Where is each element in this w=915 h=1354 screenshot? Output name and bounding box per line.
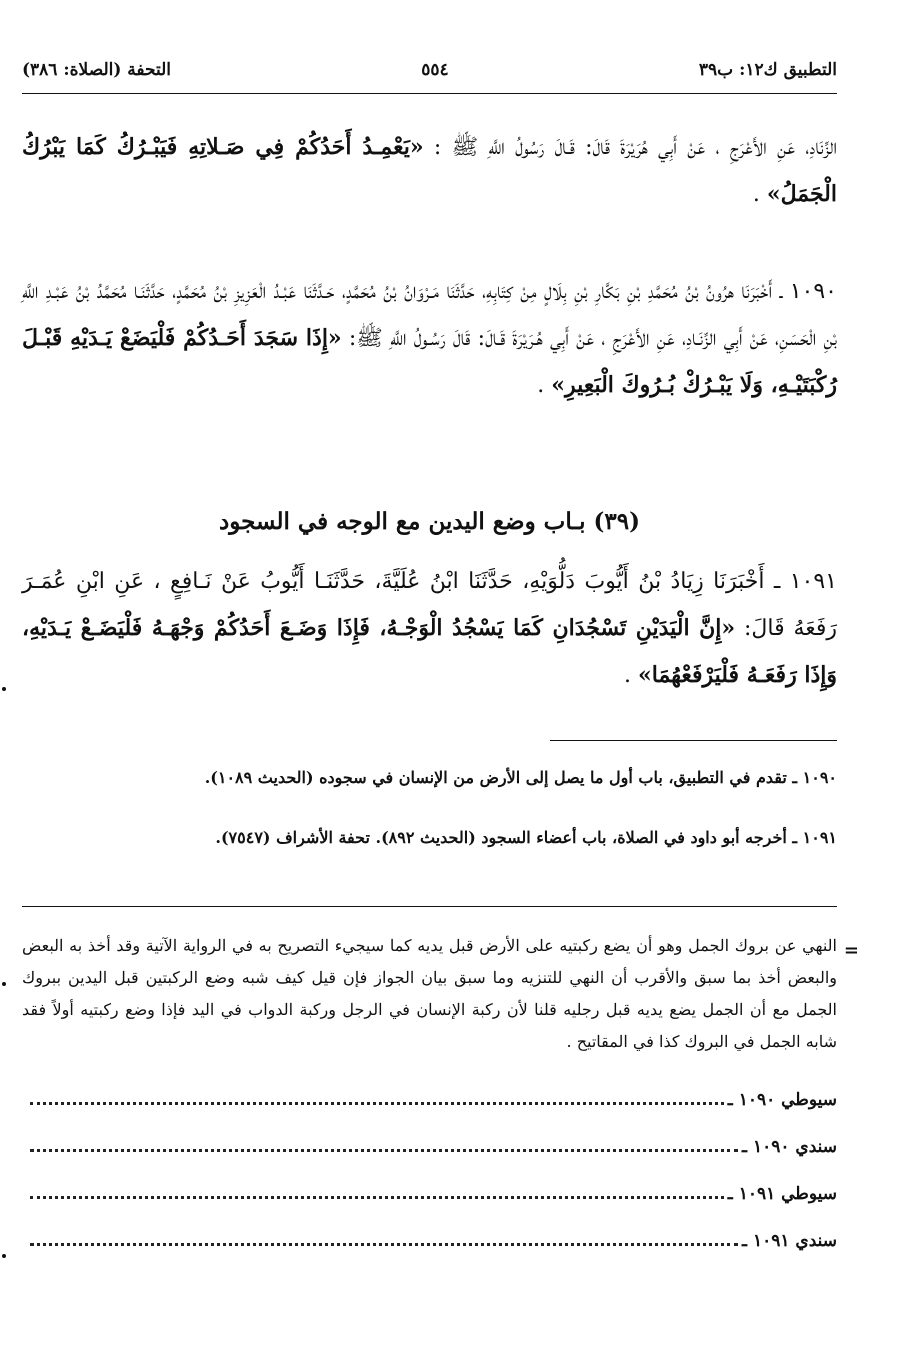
reference-label: سندي ١٠٩١ ـ xyxy=(742,1231,837,1251)
hadith-1091 xyxy=(22,558,837,699)
hadith-1090 xyxy=(22,268,837,409)
commentary-separator xyxy=(22,906,837,907)
chapter-heading: (٣٩) بـاب وضع اليدين مع الوجه في السجود xyxy=(219,508,640,535)
footnote-1091: ١٠٩١ ـ أخرجه أبو داود في الصلاة، باب أعضاء السجود (الحديث ٨٩٢). تحفة الأشراف (٧٥٤٧). xyxy=(215,828,837,847)
continuation-mark: = xyxy=(843,940,859,961)
dotted-leader xyxy=(30,1148,738,1152)
dotted-leader xyxy=(30,1195,724,1199)
scan-speck xyxy=(2,687,6,691)
footnote-separator xyxy=(550,740,837,741)
end-mark: . xyxy=(752,182,760,207)
dotted-leader xyxy=(30,1101,724,1105)
matn-text: «إِنَّ الْيَدَيْنِ تَسْجُدَانِ كَمَا يَسْجُدُ الْوَجْـهُ، فَإِذَا وَضَـعَ أَحَدُكُمْ وَجْهَـهُ فَلْيَضَـعْ يَـدَيْهِ، وَإِذَا رَفَعَـهُ فَلْيَرْفَعْهُمَا» xyxy=(22,615,837,688)
header-left: التحفة (الصلاة: ٣٨٦) xyxy=(22,60,172,80)
commentary-text: النهي عن بروك الجمل وهو أن يضع ركبتيه على الأرض قبل يديه كما سيجيء التصريح به في الرواية الآتية وقد أخذ به البعض والبعض أخذ بما سبق والأقرب أن النهي للتنزيه وما سبق بيان الجواز فإن قيل كيف شبه وضع الركبتين قبل اليدين ببروك الجمل مع أن الجمل يضع يديه قبل رجليه قلنا لأن ركبة الإنسان في الرجل وركبة الدواب في اليد فإذا وضع ركبتيه أولاً فقد شابه الجمل في البروك كذا في المقاتيح . xyxy=(22,936,838,1051)
end-mark: . xyxy=(624,663,632,688)
running-header xyxy=(22,52,837,88)
isnad-text: ١٠٩١ ـ أَخْبَرَنَا زِيَادُ بْنُ أَيُّوبَ دَلُّوَيْهِ، حَدَّثَنَا ابْنُ عُلَيَّةَ، حَدَّثَنَـا أَيُّوبُ عَنْ نَـافِعٍ ، عَنِ ابْنِ عُمَـرَ رَفَعَهُ قَالَ: xyxy=(22,569,838,641)
end-mark: . xyxy=(537,373,545,398)
dotted-leader xyxy=(30,1242,738,1246)
matn-text: «إِذَا سَجَدَ أَحَـدُكُمْ فَلْيَضَعْ يَـدَيْهِ قَبْـلَ رُكْبَتَيْـهِ، وَلَا يَبْـرُكْ بُـرُوكَ الْبَعِيرِ» xyxy=(22,325,837,398)
reference-row xyxy=(22,1231,837,1278)
reference-label: سيوطي ١٠٩١ ـ xyxy=(727,1184,837,1204)
header-right: التطبيق ك١٢: ب٣٩ xyxy=(698,60,837,80)
page-number: ٥٥٤ xyxy=(421,60,449,80)
reference-list xyxy=(22,1090,837,1278)
reference-row xyxy=(22,1137,837,1184)
header-rule xyxy=(22,93,837,94)
reference-row xyxy=(22,1184,837,1231)
scan-speck xyxy=(2,1254,6,1258)
reference-label: سيوطي ١٠٩٠ ـ xyxy=(727,1090,837,1110)
matn-text: «يَعْمِـدُ أَحَدُكُمْ فِي صَـلاتِهِ فَيَبْـرُكُ كَمَا يَبْرُكُ الْجَمَلُ» xyxy=(22,134,837,207)
scan-speck xyxy=(2,982,6,986)
hadith-continuation xyxy=(22,124,837,218)
reference-label: سندي ١٠٩٠ ـ xyxy=(742,1137,837,1157)
isnad-text: الزِّنَادِ، عَنِ الأَعْرَجِ ، عَنْ أَبِي هُرَيْرَةَ قَالَ: قَـالَ رَسُولُ اللَّهِ ﷺ : xyxy=(423,135,837,160)
footnote-1090: ١٠٩٠ ـ تقدم في التطبيق، باب أول ما يصل إلى الأرض من الإنسان في سجوده (الحديث ١٠٨٩). xyxy=(204,768,837,787)
reference-row xyxy=(22,1090,837,1137)
isnad-text: ١٠٩٠ ـ أَخْبَرَنَا هرُونُ بْنُ مُحَمَّدِ بْنِ بَكَّارِ بْنِ بِلَالٍ مِنْ كِتَابِهِ، حَدَّثَنَا مَـرْوَانُ بْنُ مُحَمَّدٍ، حَـدَّثَنَا عَبْـدُ الْعَزِيزِ بْنُ مُحَمَّدٍ، حَدَّثَنَـا مُحَمَّدُ بْنُ عَبْـدِ اللَّهِ بْنِ الْحَسَنِ، عَنْ أَبِي الزِّنَـادِ، عَنِ الأَعْرَجِ ، عَنْ أَبِي هُـرَيْرَةَ قَـالَ: قَالَ رَسُـولُ اللَّهِ ﷺ: xyxy=(22,279,838,351)
